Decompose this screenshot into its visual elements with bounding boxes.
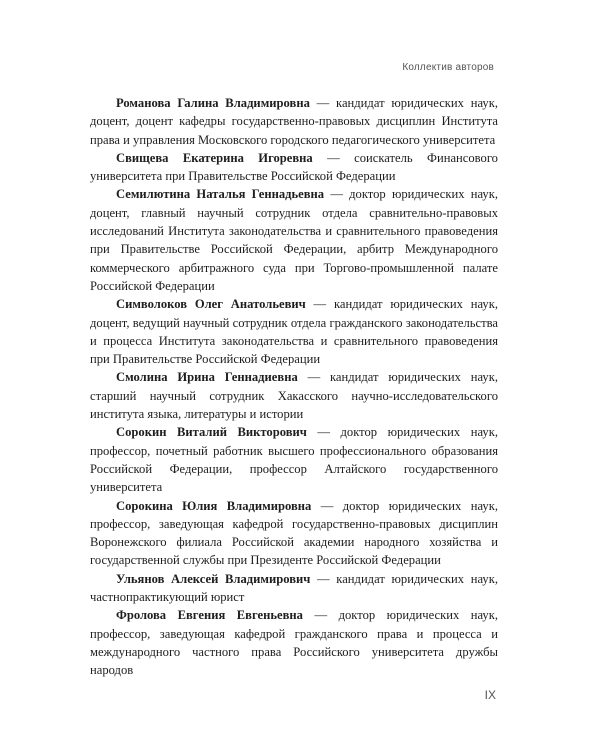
author-name: Сорокина Юлия Владимировна <box>116 498 312 513</box>
author-entry <box>90 423 498 496</box>
author-name: Сорокин Виталий Викторович <box>116 425 307 440</box>
author-entry <box>90 606 498 679</box>
author-name: Смолина Ирина Геннадиевна <box>116 370 298 385</box>
author-entry <box>90 149 498 186</box>
author-entry <box>90 94 498 149</box>
author-list <box>90 94 498 680</box>
author-description: — соискатель Финансового университета при Правительстве Российской Федерации <box>90 150 498 184</box>
author-description: — доктор юридических наук, профессор, почетный работник высшего профессионального образования Российской Федерации, профессор Алтайского государственного университета <box>90 425 498 495</box>
author-name: Ульянов Алексей Владимирович <box>116 571 311 586</box>
author-entry <box>90 497 498 570</box>
author-description: — кандидат юридических наук, доцент, доцент кафедры государственно-правовых дисциплин Института права и управления Московского городского педагогического университета <box>90 96 498 147</box>
author-entry <box>90 368 498 423</box>
author-name: Фролова Евгения Евгеньевна <box>116 608 303 623</box>
running-header: Коллектив авторов <box>402 62 494 73</box>
author-name: Романова Галина Владимировна <box>116 96 310 110</box>
page-number: IX <box>484 688 496 702</box>
author-name: Свищева Екатерина Игоревна <box>116 150 313 165</box>
author-name: Символоков Олег Анатольевич <box>116 297 306 312</box>
author-description: — кандидат юридических наук, доцент, ведущий научный сотрудник отдела гражданского законодательства и процесса Института законодательства и сравнительного правоведения при Правительстве Российской Федерации <box>90 297 498 367</box>
author-description: — кандидат юридических наук, частнопрактикующий юрист <box>90 571 498 605</box>
author-description: — доктор юридических наук, профессор, заведующая кафедрой государственно-правовых дисциплин Воронежского филиала Российской академии народного хозяйства и государственной службы при Президенте Российской Федерации <box>90 498 498 568</box>
author-entry <box>90 570 498 607</box>
author-entry <box>90 185 498 295</box>
author-description: — доктор юридических наук, доцент, главный научный сотрудник отдела сравнительно-правовых исследований Института законодательства и сравнительного правоведения при Правительстве Российской Федерации, арбитр Международного коммерческого арбитражного суда при Торгово-промышленной палате Российской Федерации <box>90 187 498 293</box>
author-entry <box>90 295 498 368</box>
author-description: — кандидат юридических наук, старший научный сотрудник Хакасского научно-исследовательского института языка, литературы и истории <box>90 370 498 422</box>
author-description: — доктор юридических наук, профессор, заведующая кафедрой гражданского права и процесса и международного частного права Российского университета дружбы народов <box>90 608 498 678</box>
author-name: Семилютина Наталья Геннадьевна <box>116 187 325 202</box>
